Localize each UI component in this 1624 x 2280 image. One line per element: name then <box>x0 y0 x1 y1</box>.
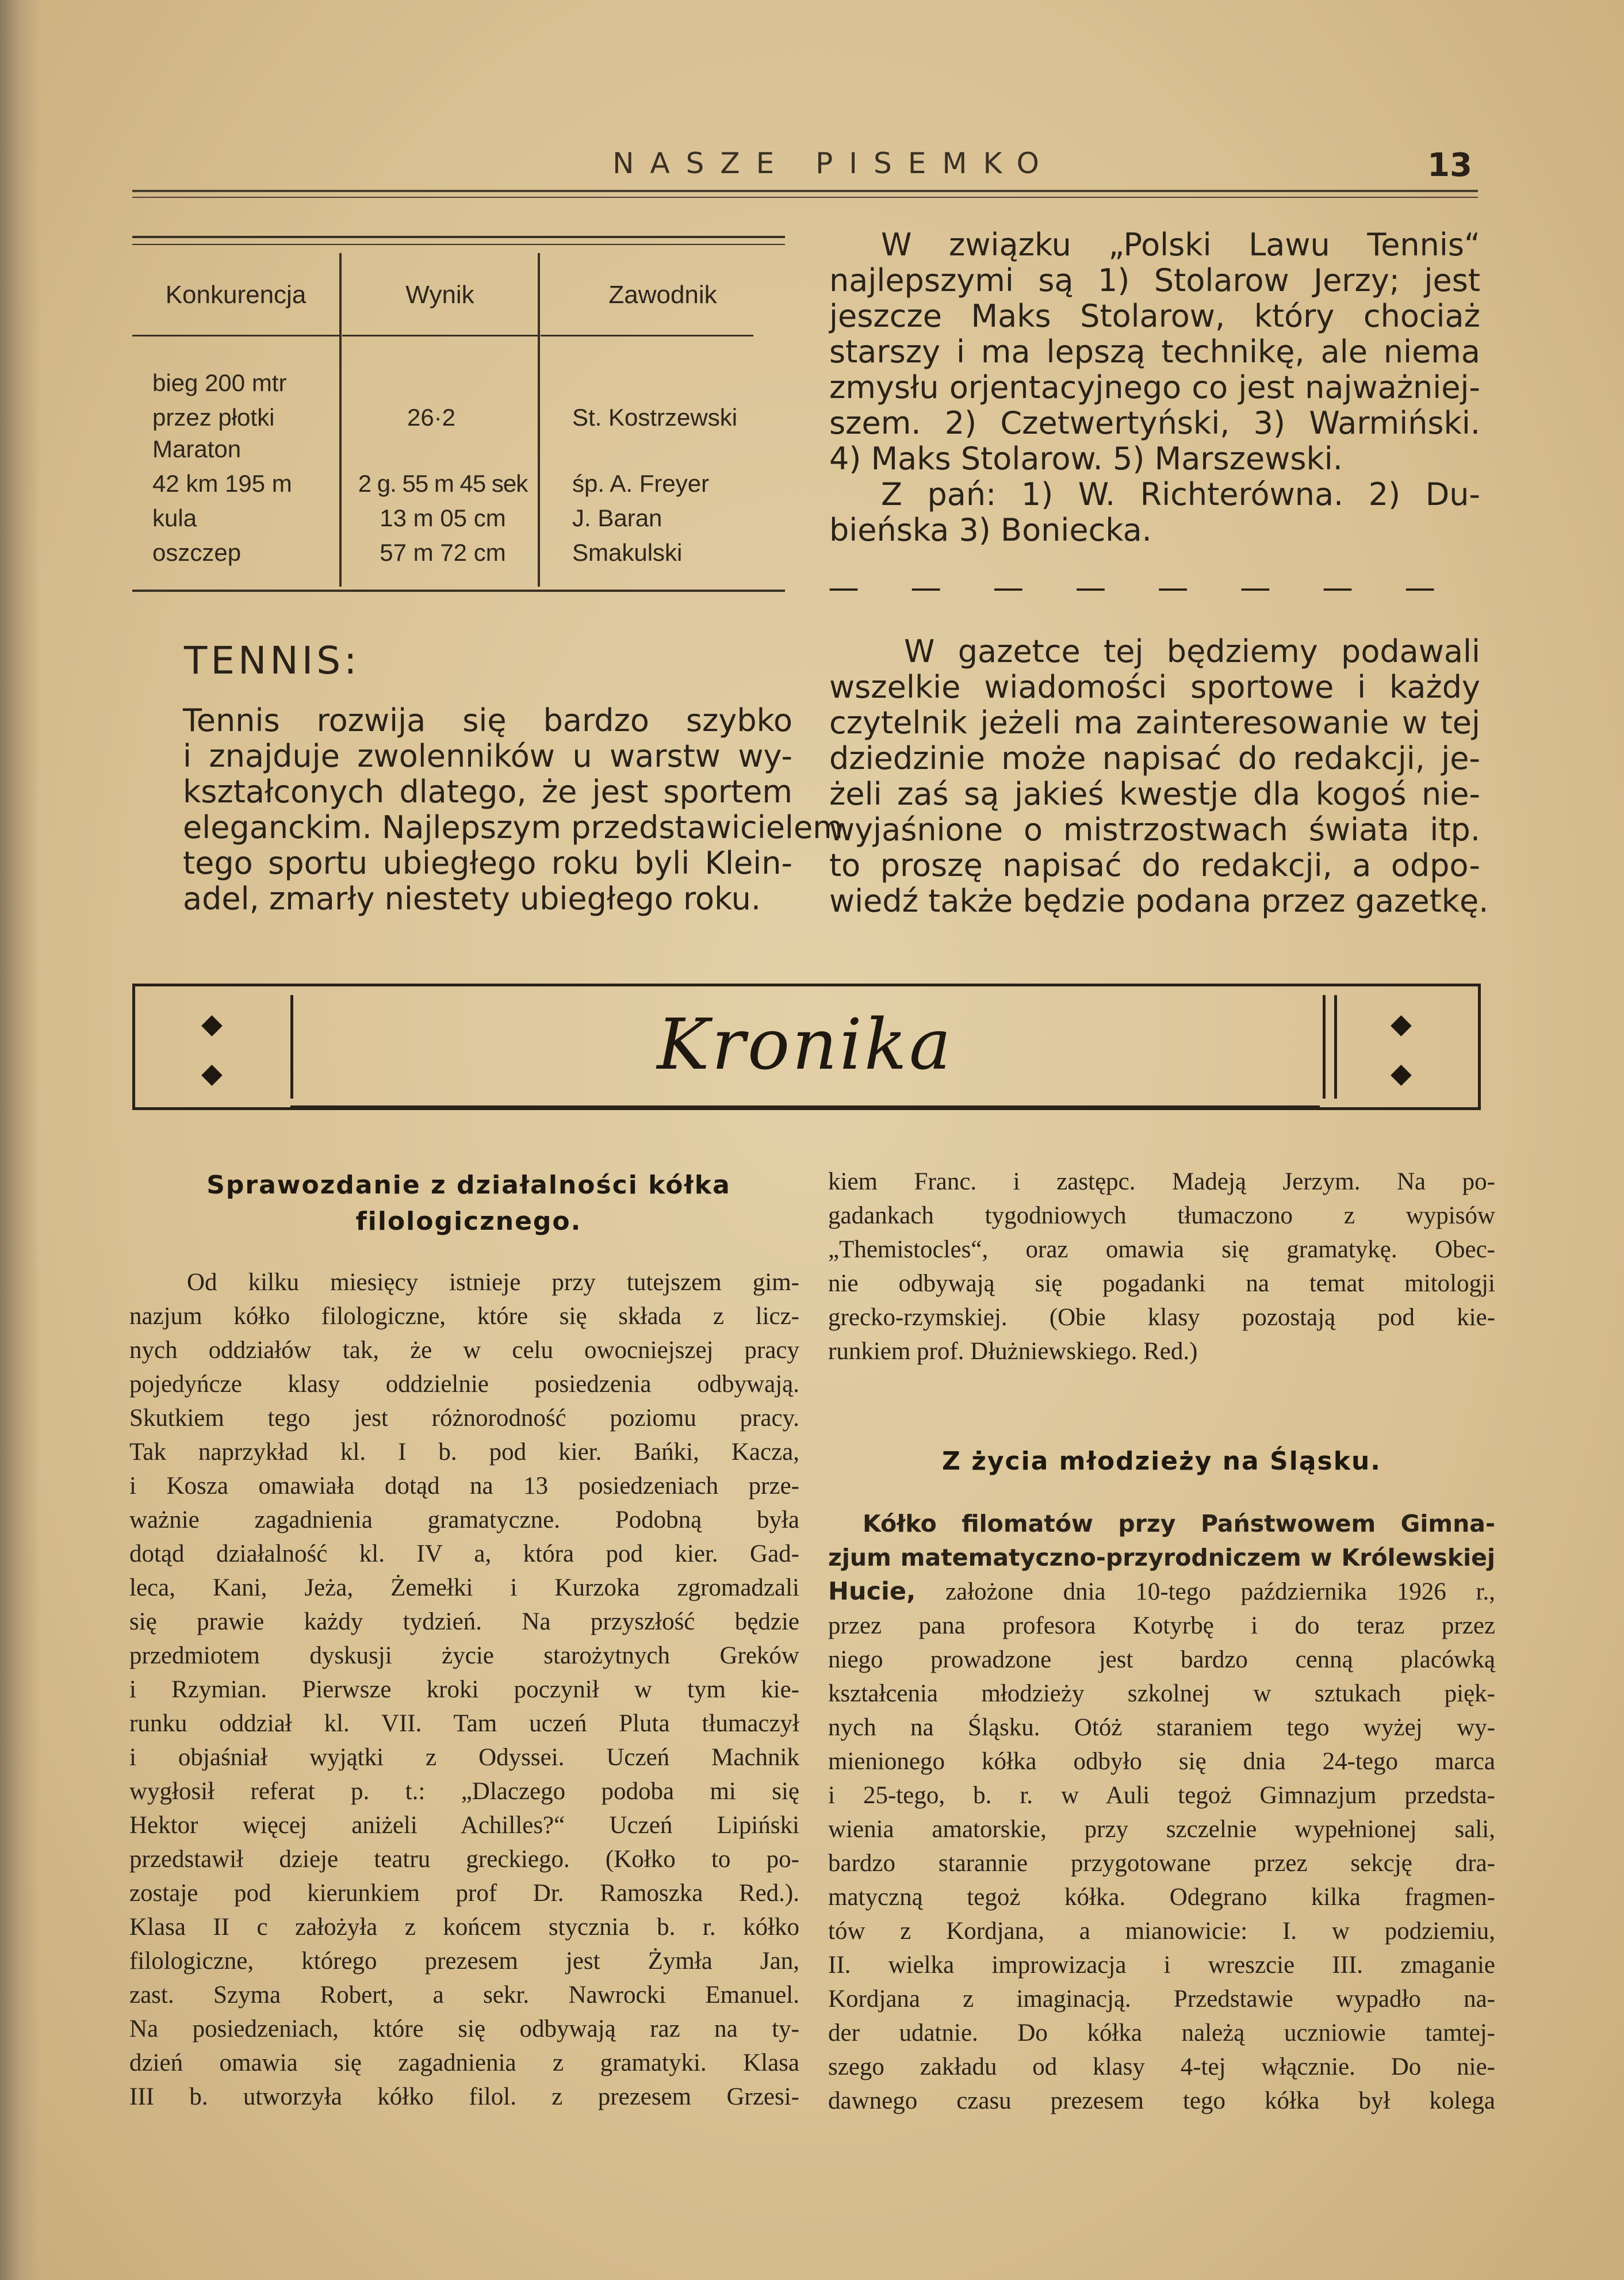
table-cell-event: bieg 200 mtr <box>152 369 287 396</box>
text-line: zmysłu orjentacyjnego co jest najważniej- <box>829 369 1480 405</box>
table-cell-event: Maraton <box>152 435 242 462</box>
tennis-paragraph <box>183 702 843 917</box>
text-line: kiem Franc. i zastępc. Madeją Jerzym. Na po- <box>828 1168 1495 1195</box>
text-line: nych na Śląsku. Otóż staraniem tego wyżej wy- <box>828 1714 1495 1741</box>
text-line: wienia amatorskie, przy szczelnie wypełnionej sali, <box>828 1816 1495 1843</box>
text-line: jeszcze Maks Stolarow, który chociaż <box>829 298 1480 334</box>
text-line: mienionego kółka odbyło się dnia 24-tego marca <box>828 1748 1495 1775</box>
table-cell-athlete: St. Kostrzewski <box>572 404 738 431</box>
text-line: zostaje pod kierunkiem prof Dr. Ramoszka Red.). <box>129 1880 799 1907</box>
heading-line: filologicznego. <box>355 1207 582 1236</box>
lead-rest: założone dnia 10-tego października 1926 r., <box>916 1578 1495 1605</box>
table-cell-event: kula <box>152 504 197 531</box>
text-line: dzień omawia się zagadnienia z gramatyki. Klasa <box>129 2049 799 2076</box>
text-line: ważnie zagadnienia gramatyczne. Podobną była <box>129 1506 799 1533</box>
table-header-athlete: Zawodnik <box>608 281 717 309</box>
text-line: czytelnik jeżeli ma zainteresowanie w tej <box>829 705 1480 741</box>
text-line: III b. utworzyła kółko filol. z prezesem Grzesi- <box>129 2083 799 2110</box>
text-line: i 25-tego, b. r. w Auli tegoż Gimnazjum przedsta- <box>828 1782 1495 1809</box>
text-line: gadankach tygodniowych tłumaczono z wypisów <box>828 1202 1495 1229</box>
table-header-rule <box>132 335 339 336</box>
text-line: starszy i ma lepszą technikę, ale niema <box>829 334 1480 370</box>
banner-divider <box>1323 995 1326 1099</box>
text-line: eleganckim. Najlepszym przedstawicielem <box>183 809 843 846</box>
text-line: zast. Szyma Robert, a sekr. Nawrocki Emanuel. <box>129 1981 799 2009</box>
text-line: dawnego czasu prezesem tego kółka był kolega <box>828 2087 1495 2114</box>
table-cell-athlete: J. Baran <box>572 504 662 531</box>
kronika-title: Kronika <box>657 1004 953 1085</box>
text-line: Klasa II c założyła z końcem stycznia b. r. kółko <box>129 1914 799 1941</box>
text-line: wyjaśnione o mistrzostwach świata itp. <box>829 812 1480 848</box>
diamond-ornament-icon: ◆ <box>1391 1008 1412 1040</box>
table-cell-event: 42 km 195 m <box>152 470 292 497</box>
text-line: adel, zmarły niestety ubiegłego roku. <box>183 881 761 917</box>
gazette-note-paragraph <box>829 633 1489 919</box>
text-line: nazjum kółko filologiczne, które się składa z licz- <box>129 1303 799 1330</box>
text-line: tów z Kordjana, a mianowicie: I. w podziemiu, <box>828 1918 1495 1945</box>
text-line: Skutkiem tego jest różnorodność poziomu pracy. <box>129 1405 799 1432</box>
text-line: Z pań: 1) W. Richterówna. 2) Du- <box>881 476 1480 512</box>
text-line: bardzo starannie przygotowane przez sekcję dra- <box>828 1850 1495 1877</box>
table-cell-result: 13 m 05 cm <box>380 504 506 531</box>
text-line: kształconych dlatego, że jest sportem <box>183 774 792 810</box>
text-line: Kółko filomatów przy Państwowem Gimna- <box>863 1510 1495 1537</box>
table-header-rule <box>541 335 753 336</box>
results-table <box>132 236 785 592</box>
text-line: Tak naprzykład kl. I b. pod kier. Bańki, Kacza, <box>129 1439 799 1466</box>
table-cell-result: 2 g. 55 m 45 sek <box>358 470 528 497</box>
lawn-tennis-paragraph <box>829 227 1480 548</box>
text-line: szego zakładu od klasy 4-tej włącznie. Do nie- <box>828 2053 1495 2080</box>
text-line: der udatnie. Do kółka należą uczniowie tamtej- <box>828 2019 1495 2046</box>
text-line: wiedź także będzie podana przez gazetkę. <box>829 883 1489 919</box>
page-number: 13 <box>1427 147 1472 184</box>
text-line: nych oddziałów tak, że w celu owocniejszej pracy <box>129 1337 799 1364</box>
table-cell-result: 26·2 <box>407 404 456 431</box>
banner-divider <box>1334 995 1337 1099</box>
text-line: II. wielka improwizacja i wreszcie III. zmaganie <box>828 1952 1495 1979</box>
text-line: dziedzinie może napisać do redakcji, je- <box>829 740 1480 776</box>
diamond-ornament-icon: ◆ <box>1391 1057 1412 1089</box>
text-line: runku oddział kl. VII. Tam uczeń Pluta tłumaczył <box>129 1710 799 1737</box>
text-line: wygłosił referat p. t.: „Dlaczego podoba mi się <box>129 1778 799 1805</box>
silesia-heading: Z życia młodzieży na Śląsku. <box>941 1447 1382 1476</box>
text-line: Tennis rozwija się bardzo szybko <box>183 702 792 739</box>
text-line: matyczną tegoż kółka. Odegrano kilka fragmen- <box>828 1884 1495 1911</box>
section-divider-dashes: — — — — — — — — <box>828 569 1457 606</box>
text-line: tego sportu ubiegłego roku byli Klein- <box>183 845 792 881</box>
silesia-body <box>828 1507 1495 2118</box>
table-cell-event: przez płotki <box>152 404 275 431</box>
heading-line: Sprawozdanie z działalności kółka <box>206 1170 731 1200</box>
text-line: dotąd działalność kl. IV a, która pod kier. Gad- <box>129 1540 799 1567</box>
table-bottom-rule <box>132 590 785 592</box>
philology-report-body <box>129 1265 799 2114</box>
text-line: Hektor więcej aniżeli Achilles?“ Uczeń Lipiński <box>129 1812 799 1839</box>
table-cell-athlete: Smakulski <box>572 539 683 566</box>
text-line: Kordjana z imaginacją. Przedstawie wypadło na- <box>828 1986 1495 2013</box>
text-line: i objaśniał wyjątki z Odyssei. Uczeń Machnik <box>129 1744 799 1771</box>
text-line: niego prowadzone jest bardzo cenną placówką <box>828 1646 1495 1673</box>
text-line: przez pana profesora Kotyrbę i do teraz przez <box>828 1612 1495 1639</box>
text-line: się prawie każdy tydzień. Na przyszłość będzie <box>129 1608 799 1635</box>
text-line: żeli zaś są jakieś kwestje dla kogoś nie- <box>829 776 1480 812</box>
header-rule <box>132 190 1478 192</box>
text-line: Na posiedzeniach, które się odbywają raz na ty- <box>129 2015 799 2042</box>
text-line: runkiem prof. Dłużniewskiego. Red.) <box>828 1338 1198 1365</box>
table-column-divider <box>339 253 342 587</box>
text-line: grecko-rzymskiej. (Obie klasy pozostają pod kie- <box>828 1304 1495 1331</box>
text-line: nie odbywają się pogadanki na temat mitologji <box>828 1270 1495 1297</box>
text-line: i Kosza omawiała dotąd na 13 posiedzeniach prze- <box>129 1472 799 1499</box>
table-top-rule <box>132 236 785 238</box>
text-line <box>828 1575 1495 1609</box>
table-header-result: Wynik <box>405 281 474 309</box>
diamond-ornament-icon: ◆ <box>201 1057 223 1089</box>
text-line: Od kilku miesięcy istnieje przy tutejszem gim- <box>187 1269 799 1296</box>
text-line: „Themistocles“, oraz omawia się gramatykę. Obec- <box>828 1236 1495 1263</box>
text-line: leca, Kani, Jeża, Żemełki i Kurzoka zgromadzali <box>129 1574 799 1601</box>
text-line: filologiczne, którego prezesem jest Żymła Jan, <box>129 1948 799 1975</box>
text-line: bieńska 3) Boniecka. <box>829 512 1152 548</box>
text-line: W związku „Polski Lawu Tennis“ <box>881 227 1480 263</box>
tennis-heading: TENNIS: <box>184 638 361 683</box>
text-line: wszelkie wiadomości sportowe i każdy <box>829 669 1480 705</box>
diamond-ornament-icon: ◆ <box>201 1008 223 1040</box>
text-line: szem. 2) Czetwertyński, 3) Warmiński. <box>829 405 1480 441</box>
table-header-rule <box>342 335 538 336</box>
table-cell-event: oszczep <box>152 539 242 566</box>
text-line: najlepszymi są 1) Stolarow Jerzy; jest <box>829 262 1480 299</box>
text-line: kształcenia młodzieży szkolnej w sztukach pięk- <box>828 1680 1495 1707</box>
table-cell-athlete: śp. A. Freyer <box>572 470 710 497</box>
table-top-rule-thin <box>132 244 785 245</box>
table-column-divider <box>538 253 540 587</box>
table-cell-result: 57 m 72 cm <box>380 539 506 566</box>
text-line: przedmiotem dyskusji życie starożytnych Greków <box>129 1642 799 1669</box>
text-line: W gazetce tej będziemy podawali <box>904 633 1480 670</box>
text-line: zjum matematyczno-przyrodniczem w Królewskiej <box>828 1544 1495 1571</box>
table-header-event: Konkurencja <box>165 281 307 309</box>
text-line: przedstawił dzieje teatru greckiego. (Kołko to po- <box>129 1846 799 1873</box>
header-rule-thin <box>132 197 1478 198</box>
text-line: i Rzymian. Pierwsze kroki poczynił w tym kie- <box>129 1676 799 1703</box>
text-line: to proszę napisać do redakcji, a odpo- <box>829 847 1480 883</box>
text-line: 4) Maks Stolarow. 5) Marszewski. <box>829 441 1343 477</box>
running-header-title: NASZE PISEMKO <box>612 147 1055 180</box>
text-line: pojedyńcze klasy oddzielnie posiedzenia odbywają. <box>129 1371 799 1398</box>
philology-report-continuation <box>828 1165 1495 1368</box>
lead-emphasis: Hucie, <box>828 1577 916 1606</box>
binding-gutter <box>0 0 40 2280</box>
philology-report-heading <box>132 1170 805 1236</box>
banner-underline <box>290 1105 1320 1107</box>
text-line: i znajduje zwolenników u warstw wy- <box>183 738 792 774</box>
